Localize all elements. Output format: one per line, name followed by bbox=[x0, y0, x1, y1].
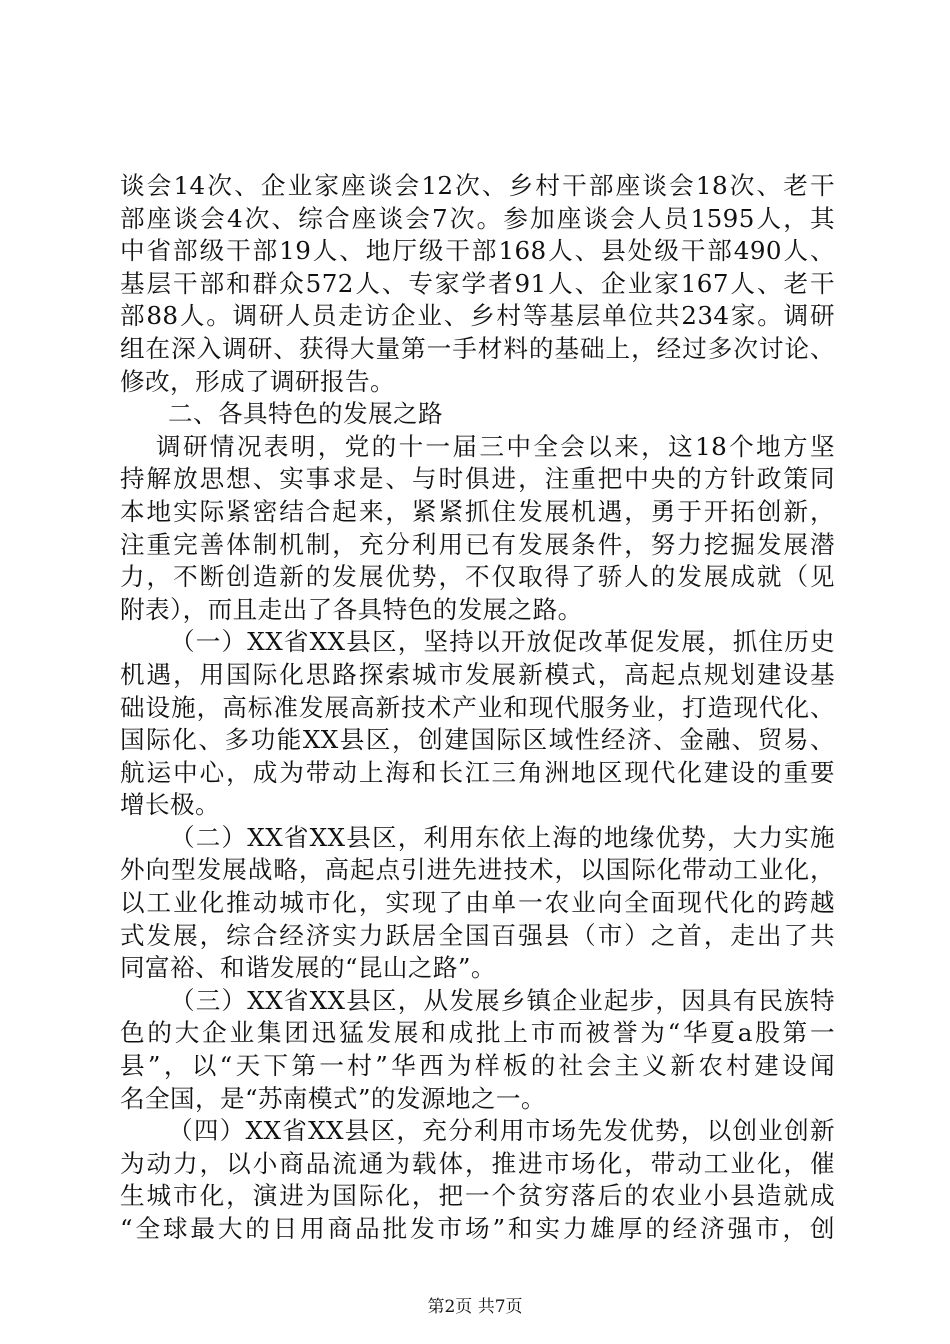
text-line: 础设施，高标准发展高新技术产业和现代服务业，打造现代化、 bbox=[120, 692, 835, 722]
text-line: 附表），而且走出了各具特色的发展之路。 bbox=[120, 594, 583, 624]
text-line: 名全国，是“苏南模式”的发源地之一。 bbox=[120, 1083, 546, 1113]
text-line: 谈会14次、企业家座谈会12次、乡村干部座谈会18次、老干 bbox=[120, 171, 835, 200]
section-heading: 二、各具特色的发展之路 bbox=[168, 399, 443, 429]
paragraph-first-line: （二）XX省XX县区，利用东依上海的地缘优势，大力实施 bbox=[170, 822, 835, 852]
text-line: 基层干部和群众572人、专家学者91人、企业家167人、老干 bbox=[120, 268, 835, 298]
text-line: 本地实际紧密结合起来，紧紧抓住发展机遇，勇于开拓创新， bbox=[120, 496, 835, 526]
text-line: 式发展，综合经济实力跃居全国百强县（市）之首，走出了共 bbox=[120, 920, 835, 950]
text-line: 部座谈会4次、综合座谈会7次。参加座谈会人员1595人，其 bbox=[120, 203, 835, 233]
text-line: 增长极。 bbox=[120, 790, 220, 820]
text-line: 力，不断创造新的发展优势，不仅取得了骄人的发展成就（见 bbox=[120, 562, 835, 592]
paragraph-first-line: 调研情况表明，党的十一届三中全会以来，这18个地方坚 bbox=[156, 431, 835, 461]
text-line: 修改，形成了调研报告。 bbox=[120, 366, 395, 396]
text-line: 同富裕、和谐发展的“昆山之路”。 bbox=[120, 953, 496, 983]
text-line: 以工业化推动城市化，实现了由单一农业向全面现代化的跨越 bbox=[120, 888, 835, 918]
text-line: 外向型发展战略，高起点引进先进技术，以国际化带动工业化， bbox=[120, 855, 835, 885]
text-line: 生城市化，演进为国际化，把一个贫穷落后的农业小县造就成 bbox=[120, 1181, 835, 1211]
text-line: “全球最大的日用商品批发市场”和实力雄厚的经济强市，创 bbox=[120, 1214, 835, 1243]
paragraph-first-line: （四）XX省XX县区，充分利用市场先发优势，以创业创新 bbox=[168, 1116, 835, 1146]
text-line: 机遇，用国际化思路探索城市发展新模式，高起点规划建设基 bbox=[120, 659, 835, 689]
page-footer bbox=[0, 1296, 950, 1318]
text-line: 航运中心，成为带动上海和长江三角洲地区现代化建设的重要 bbox=[120, 757, 835, 787]
text-line: 为动力，以小商品流通为载体，推进市场化，带动工业化，催 bbox=[120, 1148, 835, 1178]
paragraph-first-line: （一）XX省XX县区，坚持以开放促改革促发展，抓住历史 bbox=[170, 627, 835, 657]
text-line: 色的大企业集团迅猛发展和成批上市而被誉为“华夏a股第一 bbox=[120, 1018, 835, 1048]
page-number-label: 第2页 共7页 bbox=[427, 1297, 523, 1317]
paragraph-first-line: （三）XX省XX县区，从发展乡镇企业起步，因具有民族特 bbox=[170, 985, 835, 1015]
text-line: 县”，以“天下第一村”华西为样板的社会主义新农村建设闻 bbox=[120, 1051, 835, 1081]
text-line: 部88人。调研人员走访企业、乡村等基层单位共234家。调研 bbox=[120, 301, 835, 331]
document-body bbox=[120, 170, 835, 1246]
text-line: 国际化、多功能XX县区，创建国际区域性经济、金融、贸易、 bbox=[120, 725, 835, 755]
text-line: 组在深入调研、获得大量第一手材料的基础上，经过多次讨论、 bbox=[120, 333, 835, 363]
text-line: 中省部级干部19人、地厅级干部168人、县处级干部490人、 bbox=[120, 236, 835, 266]
text-line: 持解放思想、实事求是、与时俱进，注重把中央的方针政策同 bbox=[120, 464, 835, 494]
text-line: 注重完善体制机制，充分利用已有发展条件，努力挖掘发展潜 bbox=[120, 529, 835, 559]
